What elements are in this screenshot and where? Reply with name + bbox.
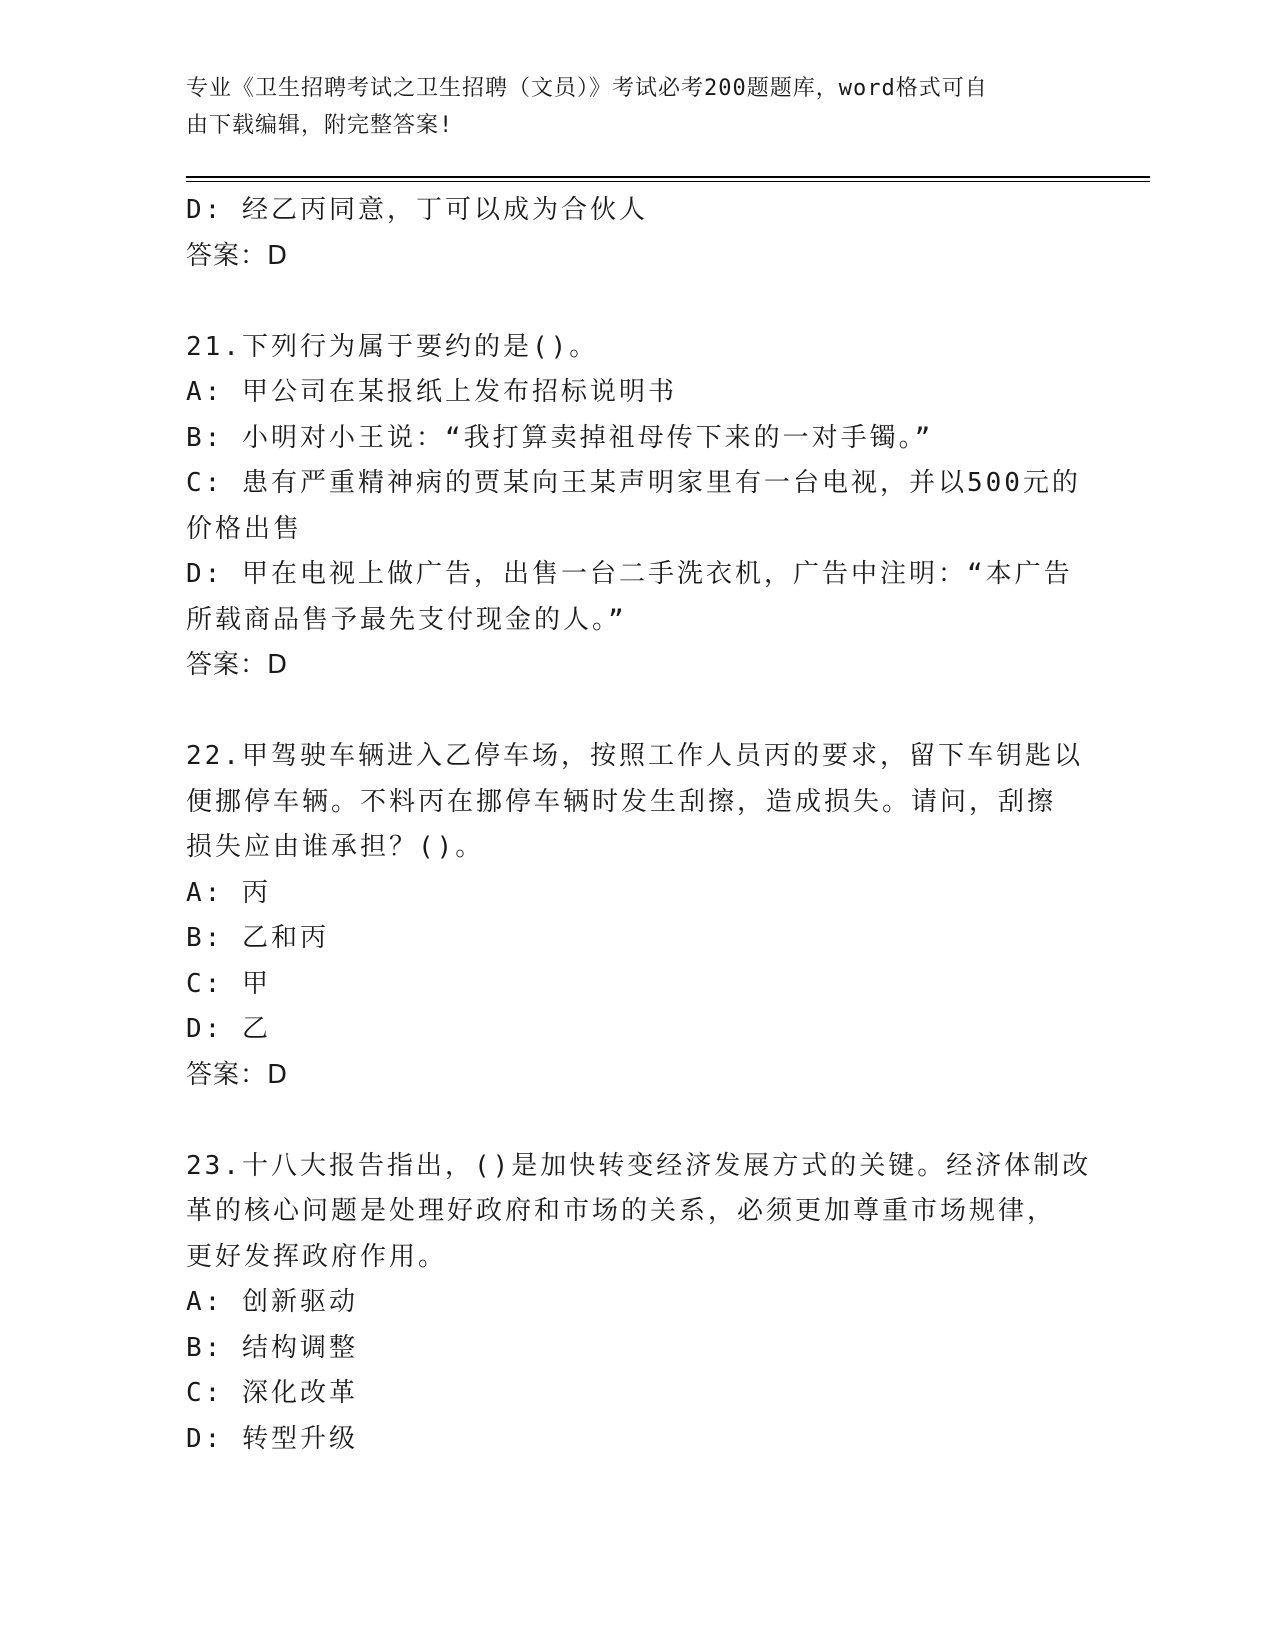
- option-line: B: 结构调整: [186, 1332, 358, 1363]
- spacer: [186, 279, 1086, 325]
- option-line: A: 丙: [186, 877, 271, 908]
- option-line-continued: 价格出售: [186, 513, 303, 544]
- question-23-text-continued: 更好发挥政府作用。: [186, 1241, 448, 1272]
- answer-line: 答案：D: [186, 1059, 289, 1090]
- question-23-text-continued: 革的核心问题是处理好政府和市场的关系，必须更加尊重市场规律，: [186, 1196, 1057, 1226]
- option-line-continued: 所载商品售予最先支付现金的人。”: [186, 604, 627, 635]
- spacer: [186, 1098, 1086, 1144]
- option-line: D: 经乙丙同意，丁可以成为合伙人: [186, 195, 648, 225]
- document-header: [186, 70, 1066, 144]
- option-line: C: 甲: [186, 968, 271, 999]
- answer-line: 答案：D: [186, 650, 289, 680]
- option-line: D: 甲在电视上做广告，出售一台二手洗衣机，广告中注明：“本广告: [186, 559, 1073, 589]
- header-rule-thick: [186, 176, 1150, 178]
- question-21-text: 21.下列行为属于要约的是()。: [186, 331, 599, 362]
- question-22-text-continued: 损失应由谁承担？()。: [186, 832, 485, 862]
- option-line: A: 甲公司在某报纸上发布招标说明书: [186, 377, 677, 407]
- header-line-1: 专业《卫生招聘考试之卫生招聘（文员）》考试必考200题题库，word格式可自: [186, 76, 988, 101]
- question-23-text: 23.十八大报告指出，()是加快转变经济发展方式的关键。经济体制改: [186, 1150, 1092, 1181]
- spacer: [186, 689, 1086, 735]
- question-22-text: 22.甲驾驶车辆进入乙停车场，按照工作人员丙的要求，留下车钥匙以: [186, 741, 1083, 771]
- option-line: D: 乙: [186, 1014, 271, 1044]
- option-line: B: 乙和丙: [186, 923, 329, 953]
- option-line: C: 深化改革: [186, 1378, 358, 1408]
- option-line: D: 转型升级: [186, 1423, 358, 1454]
- answer-line: 答案：D: [186, 240, 289, 271]
- question-22-text-continued: 便挪停车辆。不料丙在挪停车辆时发生刮擦，造成损失。请问，刮擦: [186, 786, 1057, 817]
- question-content: [186, 188, 1092, 1462]
- option-line: A: 创新驱动: [186, 1287, 358, 1317]
- option-line: C: 患有严重精神病的贾某向王某声明家里有一台电视，并以500元的: [186, 468, 1081, 498]
- header-rule-thin: [186, 181, 1150, 182]
- header-line-2: 由下载编辑，附完整答案!: [186, 113, 454, 138]
- option-line: B: 小明对小王说：“我打算卖掉祖母传下来的一对手镯。”: [186, 422, 934, 453]
